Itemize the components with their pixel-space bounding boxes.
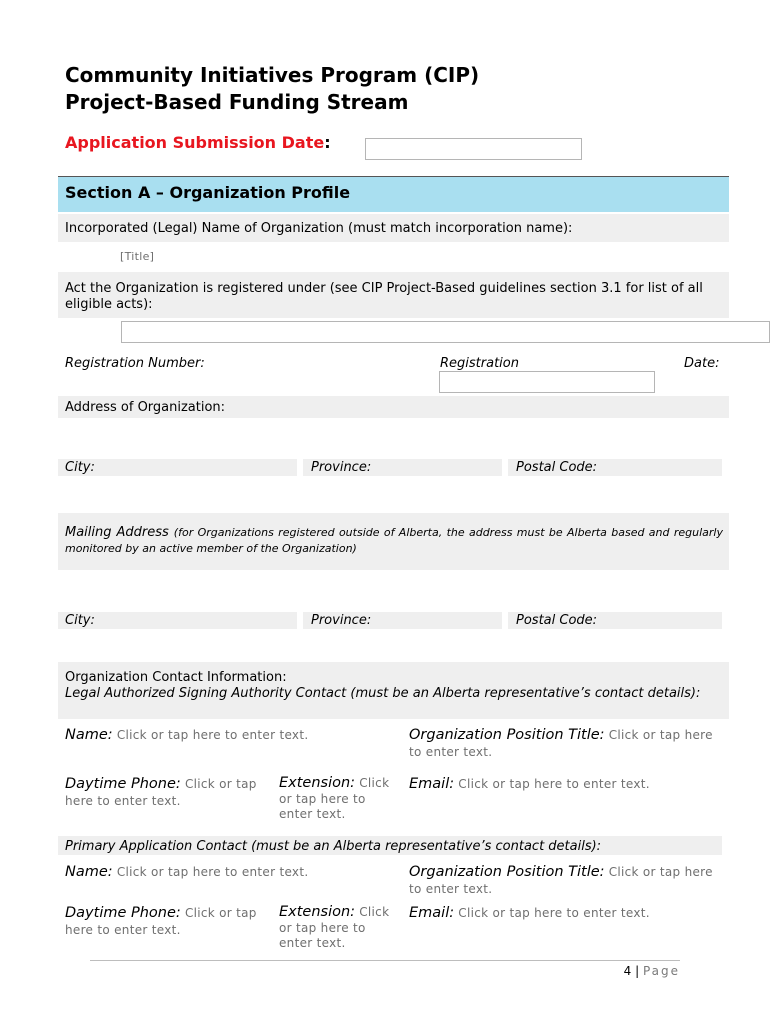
primary-extension-field[interactable]: Click or tap here to enter text. [279, 905, 390, 950]
primary-name-label: Name: [65, 864, 113, 880]
registration-date-label: Date: [684, 356, 720, 371]
mailing-city-label: City: [65, 613, 95, 628]
application-date-label: Application Submission Date: [65, 133, 331, 152]
province-label: Province: [311, 460, 372, 475]
address-label: Address of Organization: [65, 400, 226, 415]
act-label: Act the Organization is registered under (see CIP Project-Based guidelines section 3.1 for list of all eligible acts): [65, 281, 703, 312]
page-number: 4 [623, 964, 632, 978]
primary-phone-row [65, 905, 270, 939]
document-title [65, 62, 625, 116]
legal-phone-row [65, 776, 270, 810]
footer-divider [90, 960, 680, 961]
legal-phone-label: Daytime Phone: [65, 776, 181, 792]
primary-position-label: Organization Position Title: [409, 864, 605, 880]
city-label: City: [65, 460, 95, 475]
legal-contact-label: Legal Authorized Signing Authority Contact (must be an Alberta representative’s contact details): [65, 686, 701, 701]
primary-phone-label: Daytime Phone: [65, 905, 181, 921]
org-name-label: Incorporated (Legal) Name of Organization (must match incorporation name): [65, 221, 573, 236]
org-name-field[interactable]: [Title] [120, 250, 155, 263]
primary-position-field[interactable]: Click or tap here to enter text. [409, 865, 713, 896]
primary-extension-row [279, 905, 399, 952]
primary-email-label: Email: [409, 905, 455, 921]
mailing-province-label: Province: [311, 613, 372, 628]
legal-name-label: Name: [65, 727, 113, 743]
legal-phone-field[interactable]: Click or tap here to enter text. [65, 777, 257, 808]
legal-email-field[interactable]: Click or tap here to enter text. [458, 777, 650, 791]
page-footer [560, 964, 680, 978]
contact-info-label: Organization Contact Information: [65, 670, 287, 685]
primary-phone-field[interactable]: Click or tap here to enter text. [65, 906, 257, 937]
legal-extension-field[interactable]: Click or tap here to enter text. [279, 776, 390, 821]
primary-name-field[interactable]: Click or tap here to enter text. [116, 865, 309, 879]
page-word: Page [642, 964, 680, 978]
primary-email-row [409, 905, 727, 922]
primary-name-row [65, 864, 385, 881]
legal-email-label: Email: [409, 776, 455, 792]
section-a-header: Section A – Organization Profile [58, 176, 729, 212]
mailing-address-note: (for Organizations registered outside of Alberta, the address must be Alberta based and regularly monitored by an active member of the Organization) [65, 526, 723, 555]
application-date-field[interactable] [365, 138, 582, 160]
primary-email-field[interactable]: Click or tap here to enter text. [458, 906, 650, 920]
legal-name-field[interactable]: Click or tap here to enter text. [116, 728, 309, 742]
legal-email-row [409, 776, 727, 793]
postal-code-label: Postal Code: [516, 460, 598, 475]
legal-extension-row [279, 776, 399, 823]
primary-extension-label: Extension: [279, 904, 356, 920]
registration-number-label: Registration Number: [65, 356, 205, 371]
registration-date-field[interactable] [439, 371, 655, 393]
mailing-postal-code-label: Postal Code: [516, 613, 598, 628]
act-field[interactable] [121, 321, 770, 343]
primary-contact-label: Primary Application Contact (must be an Alberta representative’s contact details): [65, 839, 602, 854]
registration-label: Registration [440, 356, 519, 371]
legal-name-row [65, 727, 385, 744]
primary-position-row [409, 864, 727, 898]
mailing-address-label: Mailing Address (for Organizations registered outside of Alberta, the address must be Alberta based and regularly monitored by an active member of the Organization) [65, 525, 723, 555]
legal-extension-label: Extension: [279, 775, 356, 791]
title-line-2: Project-Based Funding Stream [65, 90, 409, 114]
legal-position-label: Organization Position Title: [409, 727, 605, 743]
legal-position-row [409, 727, 727, 761]
legal-position-field[interactable]: Click or tap here to enter text. [409, 728, 713, 759]
title-line-1: Community Initiatives Program (CIP) [65, 63, 480, 87]
page-separator: | [631, 964, 643, 978]
